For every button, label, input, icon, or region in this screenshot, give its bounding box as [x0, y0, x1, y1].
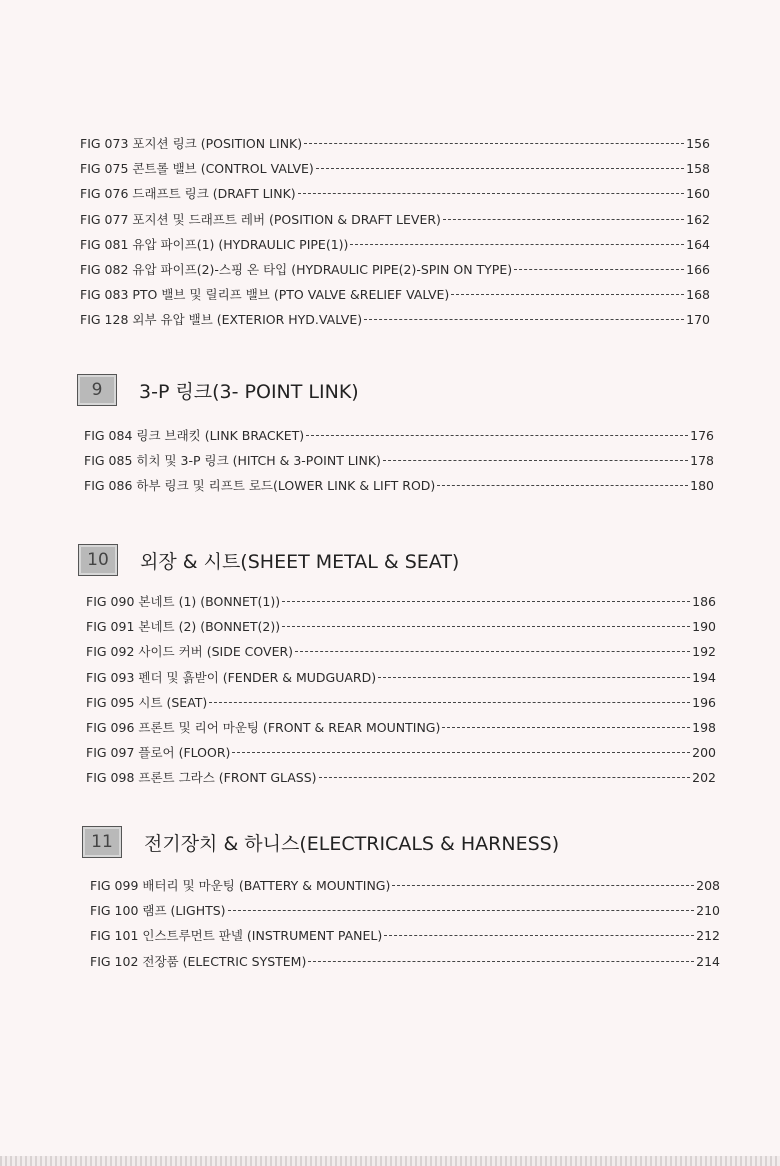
section-title: 전기장치 & 하니스(ELECTRICALS & HARNESS) [144, 832, 560, 855]
dot-leader [384, 935, 694, 936]
entry-label: FIG 077 포지션 및 드래프트 레버 (POSITION & DRAFT LEVER) [80, 211, 441, 227]
entry-label: FIG 084 링크 브래킷 (LINK BRACKET) [84, 428, 305, 443]
entry-label: FIG 076 드래프트 링크 (DRAFT LINK) [80, 186, 296, 202]
dot-leader [378, 677, 690, 678]
entry-page: 156 [686, 136, 710, 151]
toc-entry[interactable] [84, 476, 714, 501]
entry-page: 170 [686, 312, 710, 328]
dot-leader [383, 460, 688, 461]
entry-label: FIG 082 유압 파이프(2)-스핑 온 타입 (HYDRAULIC PIPE(2)-SPIN ON TYPE) [80, 261, 513, 277]
toc-entry[interactable] [90, 926, 720, 951]
toc-group-hydraulics [80, 134, 710, 336]
entry-page: 196 [692, 694, 716, 710]
toc-entry[interactable] [90, 876, 720, 901]
toc-entry[interactable] [80, 235, 710, 260]
dot-leader [392, 885, 694, 886]
section-number-box: 10 [78, 544, 118, 576]
dot-leader [442, 727, 690, 728]
entry-page: 198 [692, 719, 716, 735]
entry-page: 202 [692, 770, 716, 786]
section-heading-11 [82, 826, 559, 858]
section-title: 외장 & 시트(SHEET METAL & SEAT) [140, 550, 460, 573]
entry-label: FIG 098 프론트 그라스 (FRONT GLASS) [86, 770, 317, 786]
entry-label: FIG 083 PTO 밸브 및 릴리프 밸브 (PTO VALVE &RELIEF VALVE) [80, 287, 450, 303]
entry-page: 164 [686, 236, 710, 252]
dot-leader [298, 193, 684, 194]
entry-label: FIG 096 프론트 및 리어 마운팅 (FRONT & REAR MOUNTING) [86, 719, 441, 735]
entry-label: FIG 081 유압 파이프(1) (HYDRAULIC PIPE(1)) [80, 236, 349, 252]
entry-page: 186 [692, 594, 716, 609]
entry-page: 160 [686, 186, 710, 202]
entry-label: FIG 085 히치 및 3-P 링크 (HITCH & 3-POINT LINK) [84, 453, 381, 469]
toc-entry[interactable] [86, 768, 716, 793]
entry-page: 158 [686, 161, 710, 177]
entry-label: FIG 100 램프 (LIGHTS) [90, 903, 226, 919]
section-heading-10 [78, 544, 459, 576]
dot-leader [209, 702, 690, 703]
entry-page: 194 [692, 669, 716, 685]
entry-page: 200 [692, 745, 716, 761]
dot-leader [306, 435, 688, 436]
entry-page: 178 [690, 453, 714, 469]
toc-entry[interactable] [86, 592, 716, 617]
entry-page: 212 [696, 928, 720, 944]
dot-leader [451, 294, 684, 295]
entry-page: 214 [696, 953, 720, 969]
entry-label: FIG 128 외부 유압 밸브 (EXTERIOR HYD.VALVE) [80, 312, 363, 328]
entry-label: FIG 097 플로어 (FLOOR) [86, 745, 231, 761]
toc-entry[interactable] [84, 426, 714, 451]
toc-entry[interactable] [80, 285, 710, 310]
entry-label: FIG 090 본네트 (1) (BONNET(1)) [86, 594, 281, 609]
toc-entry[interactable] [80, 310, 710, 335]
dot-leader [282, 601, 690, 602]
section-number-box: 9 [77, 374, 117, 406]
entry-label: FIG 092 사이드 커버 (SIDE COVER) [86, 644, 294, 660]
dot-leader [304, 143, 684, 144]
toc-entry[interactable] [86, 617, 716, 642]
dot-leader [350, 244, 684, 245]
section-number-box: 11 [82, 826, 122, 858]
toc-entry[interactable] [80, 159, 710, 184]
entry-page: 190 [692, 619, 716, 635]
entry-page: 166 [686, 261, 710, 277]
dot-leader [319, 777, 691, 778]
entry-page: 210 [696, 903, 720, 919]
entry-page: 208 [696, 878, 720, 893]
entry-page: 180 [690, 478, 714, 494]
section-heading-9 [77, 374, 359, 406]
dot-leader [228, 910, 695, 911]
toc-entry[interactable] [80, 260, 710, 285]
entry-label: FIG 095 시트 (SEAT) [86, 694, 208, 710]
entry-page: 192 [692, 644, 716, 660]
dot-leader [232, 752, 690, 753]
toc-entry[interactable] [90, 901, 720, 926]
toc-entry[interactable] [80, 184, 710, 209]
toc-entry[interactable] [80, 134, 710, 159]
entry-page: 168 [686, 287, 710, 303]
entry-label: FIG 093 펜더 및 흙받이 (FENDER & MUDGUARD) [86, 669, 377, 685]
dot-leader [437, 485, 688, 486]
scan-bottom-edge [0, 1156, 780, 1166]
dot-leader [316, 168, 684, 169]
entry-label: FIG 086 하부 링크 및 리프트 로드(LOWER LINK & LIFT ROD) [84, 478, 436, 494]
entry-label: FIG 101 인스트루먼트 판넬 (INSTRUMENT PANEL) [90, 928, 383, 944]
toc-entry[interactable] [86, 718, 716, 743]
dot-leader [295, 651, 690, 652]
toc-group-sheet-metal [86, 592, 716, 794]
section-title: 3-P 링크(3- POINT LINK) [139, 380, 359, 403]
entry-label: FIG 102 전장품 (ELECTRIC SYSTEM) [90, 953, 307, 969]
entry-label: FIG 075 콘트롤 밸브 (CONTROL VALVE) [80, 161, 314, 177]
toc-entry[interactable] [86, 668, 716, 693]
toc-entry[interactable] [86, 743, 716, 768]
toc-entry[interactable] [86, 693, 716, 718]
entry-page: 176 [690, 428, 714, 443]
dot-leader [514, 269, 684, 270]
toc-entry[interactable] [90, 952, 720, 977]
toc-group-3p-link [84, 426, 714, 502]
toc-entry[interactable] [80, 210, 710, 235]
entry-label: FIG 073 포지션 링크 (POSITION LINK) [80, 136, 303, 151]
dot-leader [282, 626, 690, 627]
dot-leader [443, 219, 684, 220]
dot-leader [308, 961, 694, 962]
entry-label: FIG 099 배터리 및 마운팅 (BATTERY & MOUNTING) [90, 878, 391, 893]
dot-leader [364, 319, 684, 320]
toc-entry[interactable] [86, 642, 716, 667]
toc-group-electricals [90, 876, 720, 977]
toc-entry[interactable] [84, 451, 714, 476]
entry-label: FIG 091 본네트 (2) (BONNET(2)) [86, 619, 281, 635]
entry-page: 162 [686, 211, 710, 227]
